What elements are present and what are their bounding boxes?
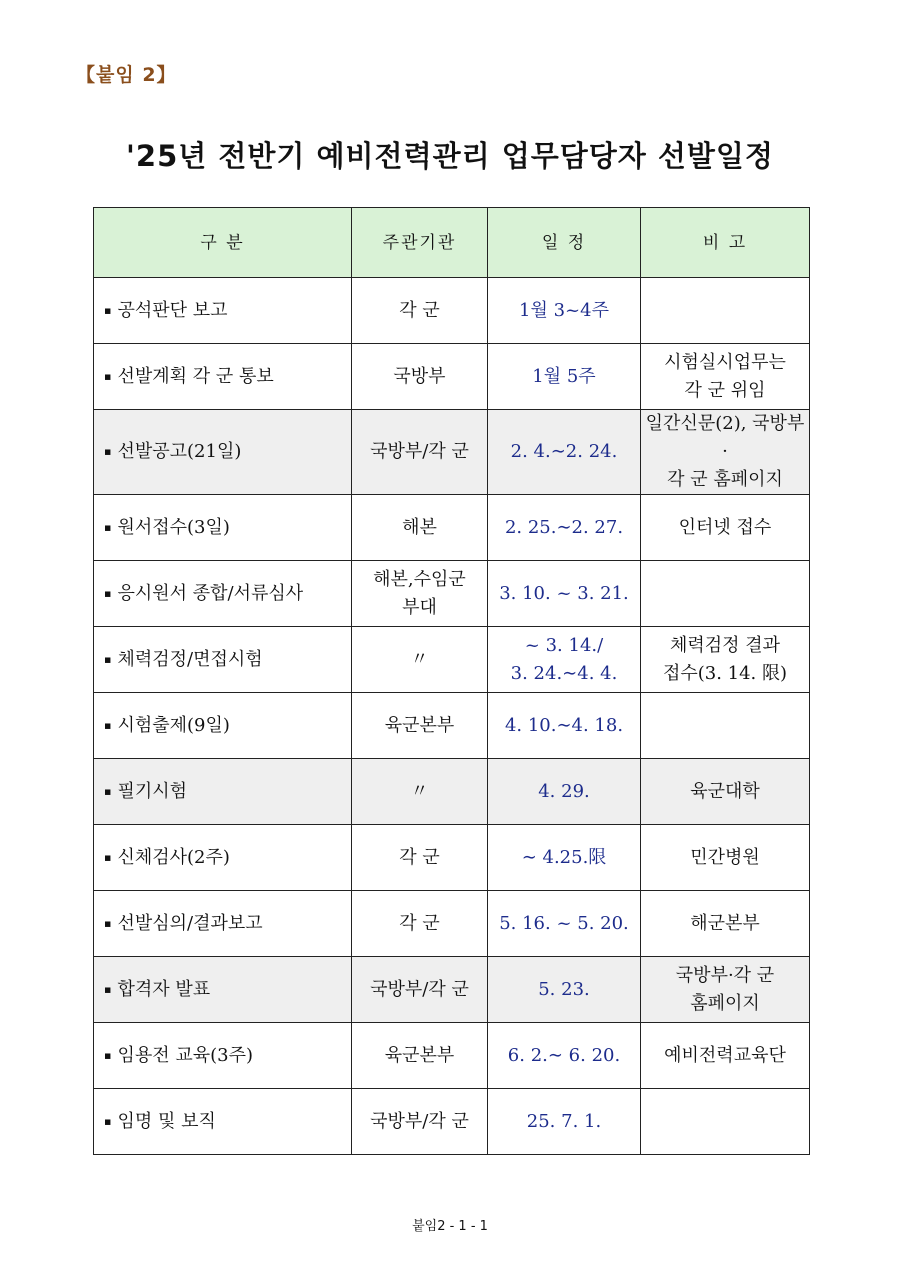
- cell-remarks: [641, 561, 810, 627]
- cell-schedule: 1월 3~4주: [488, 278, 641, 344]
- bullet-icon: ▪: [104, 1048, 112, 1062]
- cell-schedule: 5. 23.: [488, 957, 641, 1023]
- bullet-icon: ▪: [104, 520, 112, 534]
- cell-schedule: 1월 5주: [488, 344, 641, 410]
- bullet-icon: ▪: [104, 369, 112, 383]
- cell-schedule: 4. 29.: [488, 759, 641, 825]
- item-label: 선발심의/결과보고: [117, 912, 263, 934]
- cell-item: [94, 957, 352, 1023]
- table-row: [94, 825, 810, 891]
- table-row: [94, 627, 810, 693]
- attachment-label: 【붙임 2】: [76, 64, 177, 86]
- cell-item: [94, 1089, 352, 1155]
- cell-schedule: 25. 7. 1.: [488, 1089, 641, 1155]
- cell-schedule: ∼ 4.25.限: [488, 825, 641, 891]
- cell-agency: 〃: [352, 627, 488, 693]
- cell-remarks: 해군본부: [641, 891, 810, 957]
- cell-agency: 육군본부: [352, 1023, 488, 1089]
- table-header-row: [94, 208, 810, 278]
- table-row: [94, 957, 810, 1023]
- cell-agency: 〃: [352, 759, 488, 825]
- cell-agency: 국방부: [352, 344, 488, 410]
- table-row: [94, 495, 810, 561]
- bullet-icon: ▪: [104, 718, 112, 732]
- table-row: [94, 278, 810, 344]
- document-title: '25년 전반기 예비전력관리 업무담당자 선발일정: [126, 139, 774, 173]
- header-division: 구 분: [94, 208, 352, 278]
- cell-schedule: 5. 16. ~ 5. 20.: [488, 891, 641, 957]
- cell-agency: 각 군: [352, 825, 488, 891]
- bullet-icon: ▪: [104, 1114, 112, 1128]
- cell-item: [94, 278, 352, 344]
- cell-agency: 국방부/각 군: [352, 957, 488, 1023]
- cell-schedule: 2. 25.∼2. 27.: [488, 495, 641, 561]
- item-label: 임용전 교육(3주): [117, 1044, 254, 1066]
- item-label: 응시원서 종합/서류심사: [117, 582, 304, 604]
- table-row: [94, 410, 810, 495]
- table-row: [94, 1089, 810, 1155]
- cell-agency: 국방부/각 군: [352, 410, 488, 495]
- cell-item: [94, 1023, 352, 1089]
- bullet-icon: ▪: [104, 850, 112, 864]
- cell-item: [94, 759, 352, 825]
- bullet-icon: ▪: [104, 982, 112, 996]
- bullet-icon: ▪: [104, 916, 112, 930]
- cell-schedule: 6. 2.∼ 6. 20.: [488, 1023, 641, 1089]
- cell-remarks: 체력검정 결과 접수(3. 14. 限): [641, 627, 810, 693]
- cell-item: [94, 627, 352, 693]
- header-remarks: 비 고: [641, 208, 810, 278]
- cell-remarks: 인터넷 접수: [641, 495, 810, 561]
- table-body: [94, 278, 810, 1155]
- item-label: 임명 및 보직: [117, 1110, 216, 1132]
- cell-agency: 해본,수임군 부대: [352, 561, 488, 627]
- cell-item: [94, 561, 352, 627]
- cell-schedule: 4. 10.∼4. 18.: [488, 693, 641, 759]
- cell-remarks: 시험실시업무는 각 군 위임: [641, 344, 810, 410]
- item-label: 필기시험: [117, 780, 188, 802]
- cell-item: [94, 891, 352, 957]
- item-label: 시험출제(9일): [117, 714, 230, 736]
- header-schedule: 일 정: [488, 208, 641, 278]
- cell-item: [94, 410, 352, 495]
- header-agency: 주관기관: [352, 208, 488, 278]
- item-label: 선발계획 각 군 통보: [117, 365, 274, 387]
- item-label: 원서접수(3일): [117, 516, 230, 538]
- table-row: [94, 561, 810, 627]
- cell-agency: 국방부/각 군: [352, 1089, 488, 1155]
- table-row: [94, 693, 810, 759]
- cell-schedule: ~ 3. 14./ 3. 24.∼4. 4.: [488, 627, 641, 693]
- cell-schedule: 3. 10. ~ 3. 21.: [488, 561, 641, 627]
- cell-remarks: 국방부·각 군 홈페이지: [641, 957, 810, 1023]
- bullet-icon: ▪: [104, 586, 112, 600]
- item-label: 체력검정/면접시험: [117, 648, 263, 670]
- cell-item: [94, 693, 352, 759]
- cell-item: [94, 495, 352, 561]
- table-row: [94, 344, 810, 410]
- cell-schedule: 2. 4.∼2. 24.: [488, 410, 641, 495]
- cell-agency: 각 군: [352, 278, 488, 344]
- item-label: 선발공고(21일): [117, 441, 242, 462]
- cell-agency: 해본: [352, 495, 488, 561]
- item-label: 합격자 발표: [117, 978, 211, 1000]
- item-label: 신체검사(2주): [117, 846, 230, 868]
- selection-schedule-table: [93, 207, 810, 1155]
- bullet-icon: ▪: [104, 445, 112, 458]
- bullet-icon: ▪: [104, 784, 112, 798]
- cell-remarks: [641, 1089, 810, 1155]
- cell-remarks: [641, 693, 810, 759]
- cell-item: [94, 825, 352, 891]
- page-footer: 붙임2 - 1 - 1: [412, 1219, 488, 1234]
- bullet-icon: ▪: [104, 303, 112, 317]
- cell-remarks: 일간신문(2), 국방부· 각 군 홈페이지: [641, 410, 810, 495]
- cell-item: [94, 344, 352, 410]
- cell-remarks: 예비전력교육단: [641, 1023, 810, 1089]
- table-row: [94, 891, 810, 957]
- cell-agency: 각 군: [352, 891, 488, 957]
- table-row: [94, 759, 810, 825]
- cell-agency: 육군본부: [352, 693, 488, 759]
- item-label: 공석판단 보고: [117, 299, 228, 321]
- table-row: [94, 1023, 810, 1089]
- cell-remarks: 육군대학: [641, 759, 810, 825]
- bullet-icon: ▪: [104, 652, 112, 666]
- cell-remarks: [641, 278, 810, 344]
- cell-remarks: 민간병원: [641, 825, 810, 891]
